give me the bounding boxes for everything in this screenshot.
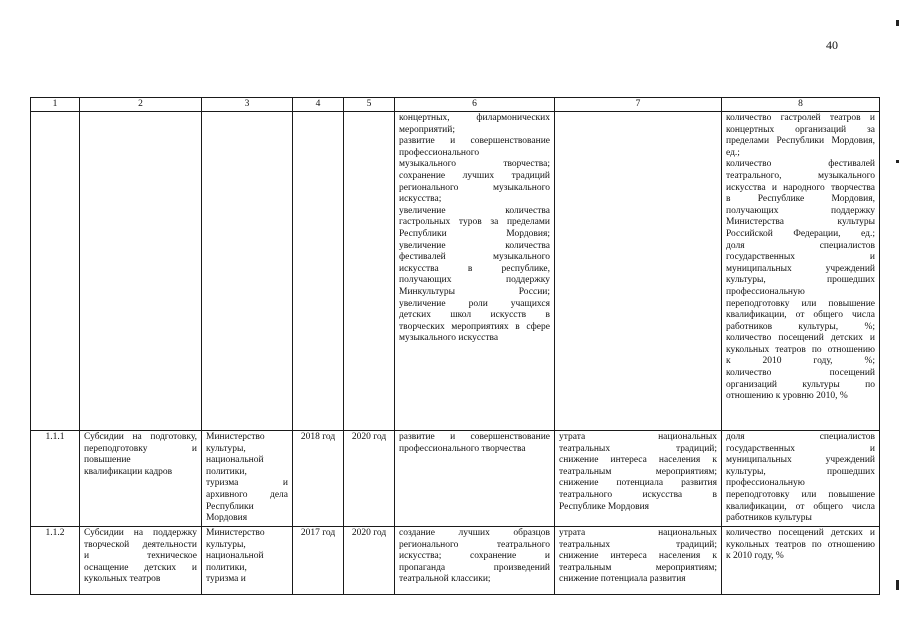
text-line: профессиональную: [726, 286, 805, 297]
text-line: получающих поддержку: [399, 275, 550, 286]
text-line: работников культуры: [726, 513, 812, 524]
text-line: количество посещений: [726, 368, 875, 379]
table-row: [31, 112, 880, 431]
text-line: квалификации, от общего числа: [726, 501, 875, 512]
cell-consequences: [555, 431, 722, 527]
text-line: сохранение лучших традиций: [399, 170, 550, 181]
cell-expected-results: [395, 527, 555, 595]
text-line: в Республике Мордовия,: [726, 194, 875, 205]
text-line: культуры,: [206, 539, 246, 550]
text-line: доля специалистов: [726, 432, 875, 442]
text-line: Министерство: [206, 432, 265, 442]
text-line: творческих мероприятиях в сфере: [399, 321, 550, 332]
text-line: театральных традиций;: [559, 443, 717, 454]
cell-start-year: [293, 112, 344, 431]
page-number: 40: [826, 38, 838, 52]
text-line: получающих поддержку: [726, 205, 875, 216]
cell-consequences: [555, 527, 722, 595]
text-line: Республики Мордовия;: [399, 228, 550, 239]
text-line: пропаганда произведений: [399, 562, 550, 573]
text-line: концертных, филармонических: [399, 113, 550, 123]
cell-expected-results: [395, 112, 555, 431]
text-line: гастрольных туров за пределами: [399, 217, 550, 228]
text-line: национальной: [206, 455, 264, 466]
cell-consequences: [555, 112, 722, 431]
text-line: к 2010 году, %;: [726, 356, 875, 367]
text-line: утрата национальных: [559, 432, 717, 442]
text-line: Республике Мордовия: [559, 501, 650, 512]
text-line: детских школ искусств в: [399, 310, 550, 321]
text-line: кукольных театров по отношению: [726, 344, 875, 355]
text-line: доля специалистов: [726, 240, 875, 251]
header-cell: 7: [555, 98, 722, 112]
scan-edge-mark: [896, 160, 899, 163]
text-line: культуры, прошедших: [726, 466, 875, 477]
cell-measure-name: [80, 431, 202, 527]
text-line: создание лучших образцов: [399, 528, 550, 538]
cell-number: 1.1.1: [31, 431, 80, 527]
text-line: и техническое: [84, 551, 197, 562]
text-line: кукольных театров: [84, 574, 161, 585]
cell-executor: [202, 527, 293, 595]
cell-number: 1.1.2: [31, 527, 80, 595]
text-line: театральной классики;: [399, 574, 491, 585]
text-line: театральных традиций;: [559, 539, 717, 550]
text-line: регионального музыкального: [399, 182, 550, 193]
text-line: кукольных театров по отношению: [726, 539, 875, 550]
text-line: развитие и совершенствование: [399, 432, 550, 442]
header-cell: 8: [722, 98, 880, 112]
header-cell: 4: [293, 98, 344, 112]
text-line: квалификации, от общего числа: [726, 310, 875, 321]
header-row: [31, 98, 880, 112]
text-line: искусства и народного творчества: [726, 182, 875, 193]
text-line: отношению к уровню 2010, %: [726, 391, 848, 402]
text-line: ед.;: [726, 147, 740, 158]
header-cell: 1: [31, 98, 80, 112]
text-line: переподготовку или повышение: [726, 489, 875, 500]
text-line: фестивалей музыкального: [399, 252, 550, 263]
cell-end-year: 2020 год: [344, 431, 395, 527]
header-cell: 2: [80, 98, 202, 112]
text-line: организаций культуры по: [726, 379, 875, 390]
text-line: политики,: [206, 466, 247, 477]
text-line: архивного дела: [206, 489, 288, 500]
text-line: мероприятий;: [399, 124, 455, 135]
text-line: оснащение детских и: [84, 562, 197, 573]
text-line: количество гастролей театров и: [726, 113, 875, 123]
text-line: утрата национальных: [559, 528, 717, 538]
header-cell: 5: [344, 98, 395, 112]
text-line: туризма и: [206, 478, 288, 489]
text-line: Республики: [206, 501, 254, 512]
cell-start-year: 2018 год: [293, 431, 344, 527]
text-line: театральным мероприятиям;: [559, 562, 717, 573]
text-line: национальной: [206, 551, 264, 562]
text-line: снижение потенциала развития: [559, 478, 717, 489]
cell-start-year: 2017 год: [293, 527, 344, 595]
program-table: [30, 97, 880, 595]
text-line: работников культуры, %;: [726, 321, 875, 332]
text-line: квалификации кадров: [84, 466, 173, 477]
text-line: снижение интереса населения к: [559, 551, 717, 562]
text-line: Российской Федерации, ед.;: [726, 228, 875, 239]
table-row: [31, 527, 880, 595]
text-line: государственных и: [726, 252, 875, 263]
text-line: увеличение количества: [399, 240, 550, 251]
text-line: Минкультуры России;: [399, 286, 550, 297]
cell-executor: [202, 112, 293, 431]
text-line: профессионального: [399, 147, 480, 158]
text-line: регионального театрального: [399, 539, 550, 550]
text-line: увеличение количества: [399, 205, 550, 216]
text-line: Субсидии на подготовку,: [84, 432, 197, 442]
text-line: профессионального творчества: [399, 443, 526, 454]
text-line: количество фестивалей: [726, 159, 875, 170]
cell-indicators: [722, 527, 880, 595]
text-line: искусства в республике,: [399, 263, 550, 274]
text-line: политики,: [206, 562, 247, 573]
header-cell: 3: [202, 98, 293, 112]
text-line: Мордовия: [206, 513, 248, 524]
text-line: Министерство: [206, 528, 265, 538]
text-line: снижение потенциала развития: [559, 574, 686, 585]
text-line: государственных и: [726, 443, 875, 454]
cell-measure-name: [80, 112, 202, 431]
text-line: снижение интереса населения к: [559, 455, 717, 466]
text-line: Субсидии на поддержку: [84, 528, 197, 538]
text-line: творческой деятельности: [84, 539, 197, 550]
cell-end-year: [344, 112, 395, 431]
cell-indicators: [722, 431, 880, 527]
text-line: муниципальных учреждений: [726, 263, 875, 274]
text-line: увеличение роли учащихся: [399, 298, 550, 309]
text-line: повышение: [84, 455, 131, 466]
text-line: муниципальных учреждений: [726, 455, 875, 466]
text-line: культуры,: [206, 443, 246, 454]
text-line: музыкального искусства: [399, 333, 499, 344]
text-line: профессиональную: [726, 478, 805, 489]
cell-indicators: [722, 112, 880, 431]
text-line: искусства; сохранение и: [399, 551, 550, 562]
text-line: театрального искусства в: [559, 489, 717, 500]
text-line: музыкального творчества;: [399, 159, 550, 170]
text-line: переподготовку и: [84, 443, 197, 454]
text-line: театральным мероприятиям;: [559, 466, 717, 477]
text-line: количество посещений детских и: [726, 528, 875, 538]
text-line: концертных организаций за: [726, 124, 875, 135]
text-line: культуры, прошедших: [726, 275, 875, 286]
table-row: [31, 431, 880, 527]
text-line: количество посещений детских и: [726, 333, 875, 344]
header-cell: 6: [395, 98, 555, 112]
text-line: к 2010 году, %: [726, 551, 784, 562]
text-line: развитие и совершенствование: [399, 136, 550, 147]
cell-measure-name: [80, 527, 202, 595]
cell-executor: [202, 431, 293, 527]
text-line: пределами Республики Мордовия,: [726, 136, 875, 147]
text-line: туризма и: [206, 574, 246, 585]
text-line: Министерства культуры: [726, 217, 875, 228]
text-line: переподготовку или повышение: [726, 298, 875, 309]
scan-edge-mark: [896, 20, 899, 26]
cell-end-year: 2020 год: [344, 527, 395, 595]
text-line: театрального, музыкального: [726, 170, 875, 181]
scan-edge-mark: [896, 580, 899, 590]
cell-expected-results: [395, 431, 555, 527]
text-line: искусства;: [399, 194, 442, 205]
cell-number: [31, 112, 80, 431]
